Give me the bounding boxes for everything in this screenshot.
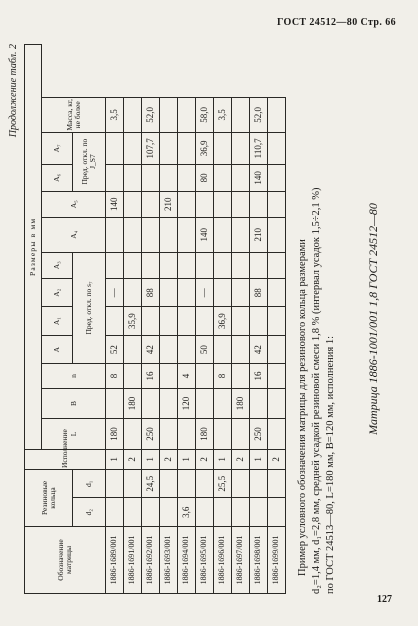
header-mass: Масса, кг, не более xyxy=(42,98,106,133)
cell-mass xyxy=(124,98,142,133)
cell-A7 xyxy=(124,132,142,165)
cell-A2 xyxy=(268,278,286,306)
cell-A xyxy=(268,335,286,363)
cell-A: 42 xyxy=(142,335,160,363)
cell-d1 xyxy=(160,470,178,498)
cell-A5 xyxy=(178,191,196,217)
cell-A4 xyxy=(142,217,160,252)
cell-designation: 1886-1695/001 xyxy=(196,526,214,593)
cell-d2 xyxy=(106,498,124,526)
example-paragraph xyxy=(296,44,338,594)
cell-A3 xyxy=(124,252,142,278)
cell-A2 xyxy=(178,278,196,306)
table-row xyxy=(214,45,232,594)
cell-execution: 1 xyxy=(142,449,160,469)
header-A: A xyxy=(42,335,73,363)
cell-A3 xyxy=(250,252,268,278)
header-tolerance-s7: Пред. откл. по s₇ xyxy=(73,252,106,364)
cell-designation: 1886-1699/001 xyxy=(268,526,286,593)
cell-A3 xyxy=(160,252,178,278)
header-A7: A₇ xyxy=(42,132,73,165)
cell-designation: 1886-1698/001 xyxy=(250,526,268,593)
cell-A4 xyxy=(268,217,286,252)
header-n: n xyxy=(42,364,106,388)
cell-B: 120 xyxy=(178,388,196,418)
page-number: 127 xyxy=(377,594,392,605)
cell-B xyxy=(214,388,232,418)
cell-n: 8 xyxy=(214,364,232,388)
cell-A7 xyxy=(214,132,232,165)
cell-d1: 24,5 xyxy=(142,470,160,498)
example-line-3: по ГОСТ 24513—80, L=180 мм, B=120 мм, исполнения 1: xyxy=(325,335,336,594)
cell-n: 8 xyxy=(106,364,124,388)
cell-A7: 36,9 xyxy=(196,132,214,165)
cell-d2 xyxy=(124,498,142,526)
header-sizes: Размеры в мм xyxy=(25,45,42,450)
table-row xyxy=(124,45,142,594)
cell-n: 4 xyxy=(178,364,196,388)
cell-A6 xyxy=(232,165,250,191)
cell-mass xyxy=(232,98,250,133)
cell-A3 xyxy=(106,252,124,278)
header-A2: A₂ xyxy=(42,278,73,306)
cell-A1 xyxy=(268,307,286,335)
cell-execution: 2 xyxy=(232,449,250,469)
cell-d2 xyxy=(214,498,232,526)
cell-A xyxy=(214,335,232,363)
cell-A5 xyxy=(250,191,268,217)
table-row xyxy=(268,45,286,594)
cell-B xyxy=(250,388,268,418)
example-line-2: d₂=1,4 мм, d₁=2,8 мм, средней усадкой резиновой смеси 1,8 % (интервал усадок 1,5÷2,1 %) xyxy=(311,187,322,594)
cell-execution: 2 xyxy=(160,449,178,469)
cell-A1 xyxy=(250,307,268,335)
matrix-designation: Матрица 1886-1001/001 1,8 ГОСТ 24512—80 xyxy=(366,203,380,435)
cell-A5 xyxy=(232,191,250,217)
header-A3: A₃ xyxy=(42,252,73,278)
cell-n xyxy=(160,364,178,388)
cell-B: 180 xyxy=(232,388,250,418)
header-d1: d₁ xyxy=(73,470,106,498)
cell-execution: 1 xyxy=(250,449,268,469)
cell-execution: 1 xyxy=(214,449,232,469)
cell-A xyxy=(124,335,142,363)
cell-A1 xyxy=(160,307,178,335)
example-line-1: Пример условного обозначения матрицы для резинового кольца размерами xyxy=(297,239,308,576)
cell-A xyxy=(178,335,196,363)
table-row xyxy=(250,45,268,594)
cell-A xyxy=(160,335,178,363)
cell-A3 xyxy=(178,252,196,278)
cell-d2 xyxy=(232,498,250,526)
cell-A1 xyxy=(178,307,196,335)
cell-designation: 1886-1694/001 xyxy=(178,526,196,593)
cell-A2 xyxy=(124,278,142,306)
cell-A2: — xyxy=(196,278,214,306)
header-B: B xyxy=(42,388,106,418)
cell-A6: 80 xyxy=(196,165,214,191)
cell-d2 xyxy=(160,498,178,526)
cell-A: 52 xyxy=(106,335,124,363)
cell-A7 xyxy=(160,132,178,165)
header-A4: A₄ xyxy=(42,217,106,252)
table-row xyxy=(142,45,160,594)
cell-L xyxy=(124,419,142,449)
cell-mass: 52,0 xyxy=(142,98,160,133)
header-d2: d₂ xyxy=(73,498,106,526)
cell-B xyxy=(268,388,286,418)
cell-d1 xyxy=(106,470,124,498)
cell-L: 250 xyxy=(142,419,160,449)
cell-A5: 210 xyxy=(160,191,178,217)
table-row xyxy=(232,45,250,594)
cell-n: 16 xyxy=(142,364,160,388)
cell-L xyxy=(178,419,196,449)
cell-A: 50 xyxy=(196,335,214,363)
cell-d1: 25,5 xyxy=(214,470,232,498)
cell-A6 xyxy=(124,165,142,191)
cell-A5 xyxy=(124,191,142,217)
cell-A4 xyxy=(178,217,196,252)
cell-d1 xyxy=(232,470,250,498)
cell-n xyxy=(196,364,214,388)
cell-A4 xyxy=(214,217,232,252)
cell-A4 xyxy=(160,217,178,252)
cell-A6 xyxy=(178,165,196,191)
cell-A4 xyxy=(106,217,124,252)
cell-execution: 2 xyxy=(268,449,286,469)
cell-L: 180 xyxy=(106,419,124,449)
cell-mass xyxy=(178,98,196,133)
cell-A3 xyxy=(142,252,160,278)
cell-mass: 3,5 xyxy=(214,98,232,133)
cell-A2 xyxy=(214,278,232,306)
header-execution: Исполнение xyxy=(25,449,106,469)
cell-B xyxy=(196,388,214,418)
cell-n xyxy=(268,364,286,388)
cell-A7 xyxy=(106,132,124,165)
header-L: L xyxy=(42,419,106,449)
cell-A3 xyxy=(232,252,250,278)
cell-A3 xyxy=(268,252,286,278)
rotated-content xyxy=(6,44,410,594)
cell-A6 xyxy=(268,165,286,191)
cell-designation: 1886-1692/001 xyxy=(142,526,160,593)
cell-n xyxy=(232,364,250,388)
cell-L xyxy=(232,419,250,449)
cell-A5 xyxy=(214,191,232,217)
cell-A7: 107,7 xyxy=(142,132,160,165)
cell-mass xyxy=(268,98,286,133)
cell-A5 xyxy=(196,191,214,217)
cell-A4 xyxy=(232,217,250,252)
cell-A3 xyxy=(196,252,214,278)
cell-designation: 1886-1697/001 xyxy=(232,526,250,593)
cell-mass: 58,0 xyxy=(196,98,214,133)
cell-d2 xyxy=(142,498,160,526)
cell-A2: — xyxy=(106,278,124,306)
header-A1: A₁ xyxy=(42,307,73,335)
cell-B xyxy=(106,388,124,418)
cell-mass: 3,5 xyxy=(106,98,124,133)
cell-A1 xyxy=(142,307,160,335)
cell-d1 xyxy=(178,470,196,498)
cell-A6: 140 xyxy=(250,165,268,191)
cell-L xyxy=(214,419,232,449)
table-row xyxy=(196,45,214,594)
cell-d1 xyxy=(124,470,142,498)
cell-mass: 52,0 xyxy=(250,98,268,133)
gost-header: ГОСТ 24512—80 Стр. 66 xyxy=(277,17,396,28)
cell-A2 xyxy=(160,278,178,306)
cell-designation: 1886-1689/001 xyxy=(106,526,124,593)
header-A5: A₅ xyxy=(42,191,106,217)
cell-B xyxy=(160,388,178,418)
cell-A4: 210 xyxy=(250,217,268,252)
cell-A7 xyxy=(232,132,250,165)
cell-L xyxy=(160,419,178,449)
header-A6: A₆ xyxy=(42,165,73,191)
header-tolerance-js7: Пред. откл. по J_S7 xyxy=(73,132,106,191)
header-ring: Резиновые кольца xyxy=(25,470,73,527)
cell-A6 xyxy=(106,165,124,191)
cell-n xyxy=(124,364,142,388)
cell-L xyxy=(268,419,286,449)
cell-B: 180 xyxy=(124,388,142,418)
cell-d2: 3,6 xyxy=(178,498,196,526)
cell-designation: 1886-1696/001 xyxy=(214,526,232,593)
cell-d2 xyxy=(268,498,286,526)
cell-d1 xyxy=(196,470,214,498)
cell-mass xyxy=(160,98,178,133)
table-row xyxy=(178,45,196,594)
cell-designation: 1886-1693/001 xyxy=(160,526,178,593)
cell-A5: 140 xyxy=(106,191,124,217)
continuation-title: Продолжение табл. 2 xyxy=(8,44,19,138)
cell-A xyxy=(232,335,250,363)
cell-A1: 36,9 xyxy=(214,307,232,335)
cell-A6 xyxy=(142,165,160,191)
cell-A2 xyxy=(232,278,250,306)
cell-execution: 1 xyxy=(178,449,196,469)
cell-A4 xyxy=(124,217,142,252)
cell-A7: 110,7 xyxy=(250,132,268,165)
cell-A6 xyxy=(160,165,178,191)
cell-A3 xyxy=(214,252,232,278)
cell-A2: 88 xyxy=(250,278,268,306)
cell-A: 42 xyxy=(250,335,268,363)
cell-d2 xyxy=(250,498,268,526)
cell-A5 xyxy=(142,191,160,217)
cell-L: 250 xyxy=(250,419,268,449)
cell-A5 xyxy=(268,191,286,217)
cell-A2: 88 xyxy=(142,278,160,306)
table-row xyxy=(160,45,178,594)
cell-L: 180 xyxy=(196,419,214,449)
header-designation: Обозначение матрицы xyxy=(25,526,106,593)
table-row xyxy=(106,45,124,594)
cell-A1 xyxy=(196,307,214,335)
cell-A7 xyxy=(268,132,286,165)
cell-designation: 1886-1691/001 xyxy=(124,526,142,593)
cell-d1 xyxy=(250,470,268,498)
cell-A1 xyxy=(106,307,124,335)
cell-execution: 1 xyxy=(106,449,124,469)
cell-n: 16 xyxy=(250,364,268,388)
cell-A7 xyxy=(178,132,196,165)
cell-A4: 140 xyxy=(196,217,214,252)
cell-B xyxy=(142,388,160,418)
cell-d2 xyxy=(196,498,214,526)
cell-A1 xyxy=(232,307,250,335)
cell-A1: 35,9 xyxy=(124,307,142,335)
spec-table xyxy=(24,44,286,594)
cell-execution: 2 xyxy=(196,449,214,469)
cell-d1 xyxy=(268,470,286,498)
cell-A6 xyxy=(214,165,232,191)
cell-execution: 2 xyxy=(124,449,142,469)
